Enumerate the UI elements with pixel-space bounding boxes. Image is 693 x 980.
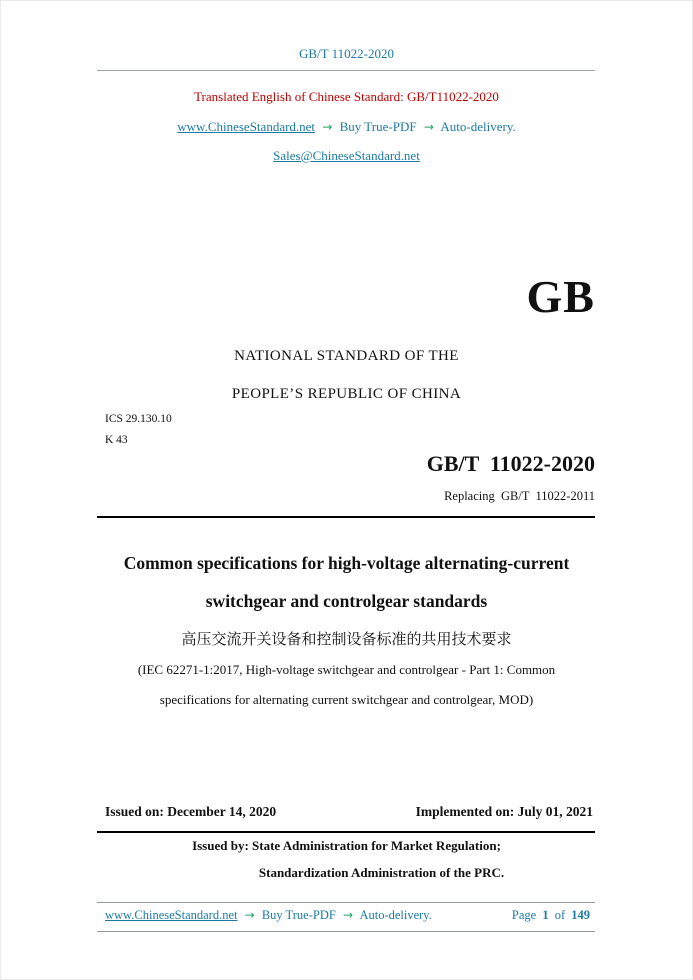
- dates-divider: [97, 831, 595, 833]
- sales-email-link[interactable]: Sales@ChineseStandard.net: [273, 148, 420, 163]
- standard-number: GB/T 11022-2020: [426, 451, 595, 476]
- standard-title-line1: Common specifications for high-voltage alternating-current: [123, 553, 570, 573]
- standard-title-chinese: 高压交流开关设备和控制设备标准的共用技术要求: [181, 632, 512, 648]
- iec-reference-line2: specifications for alternating current switchgear and controlgear, MOD): [159, 692, 534, 707]
- arrow-icon: →: [244, 908, 255, 922]
- classification-code: K 43: [105, 434, 128, 446]
- footer-store-line: [105, 908, 432, 923]
- implemented-on-date: Implemented on: July 01, 2021: [415, 804, 593, 819]
- total-pages: 149: [571, 908, 590, 922]
- footer-site-link[interactable]: www.ChineseStandard.net: [105, 908, 238, 922]
- arrow-icon: →: [342, 908, 353, 922]
- of-label: of: [554, 908, 566, 922]
- iec-reference-line1: (IEC 62271-1:2017, High-voltage switchgear and controlgear - Part 1: Common: [137, 662, 556, 677]
- masthead-divider: [97, 516, 595, 518]
- arrow-icon: →: [423, 120, 434, 134]
- site-link[interactable]: www.ChineseStandard.net: [177, 119, 316, 134]
- footer-row: [105, 908, 593, 923]
- store-banner-line: [0, 119, 693, 135]
- national-standard-line1: NATIONAL STANDARD OF THE: [234, 348, 459, 364]
- header-divider: [97, 70, 595, 71]
- gb-logo: GB: [526, 271, 595, 322]
- national-standard-line2: PEOPLE’S REPUBLIC OF CHINA: [231, 386, 462, 402]
- page-label: Page: [511, 908, 537, 922]
- arrow-icon: →: [322, 120, 333, 134]
- auto-delivery-label: Auto-delivery.: [440, 119, 516, 134]
- page-indicator: [512, 908, 593, 923]
- issued-by-line1: Issued by: State Administration for Market Regulation;: [192, 838, 501, 853]
- dates-row: [105, 804, 593, 820]
- footer-divider-top: [97, 902, 595, 903]
- issued-on-date: Issued on: December 14, 2020: [105, 804, 277, 819]
- sales-email-line: [0, 148, 693, 164]
- replacing-note: Replacing GB/T 11022-2011: [444, 489, 595, 503]
- standard-title-line2: switchgear and controlgear standards: [205, 591, 488, 611]
- ics-code: ICS 29.130.10: [105, 413, 172, 425]
- translated-standard-line: Translated English of Chinese Standard: GB/T11022-2020: [194, 89, 499, 104]
- footer-divider-bottom: [97, 931, 595, 932]
- running-header-doc-code: GB/T 11022-2020: [299, 46, 394, 61]
- footer-buy-true-pdf-label: Buy True-PDF: [261, 908, 336, 922]
- page-number: 1: [542, 908, 549, 922]
- buy-true-pdf-label: Buy True-PDF: [339, 119, 417, 134]
- footer-auto-delivery-label: Auto-delivery.: [359, 908, 432, 922]
- issued-by-line2: Standardization Administration of the PRC.: [258, 865, 505, 880]
